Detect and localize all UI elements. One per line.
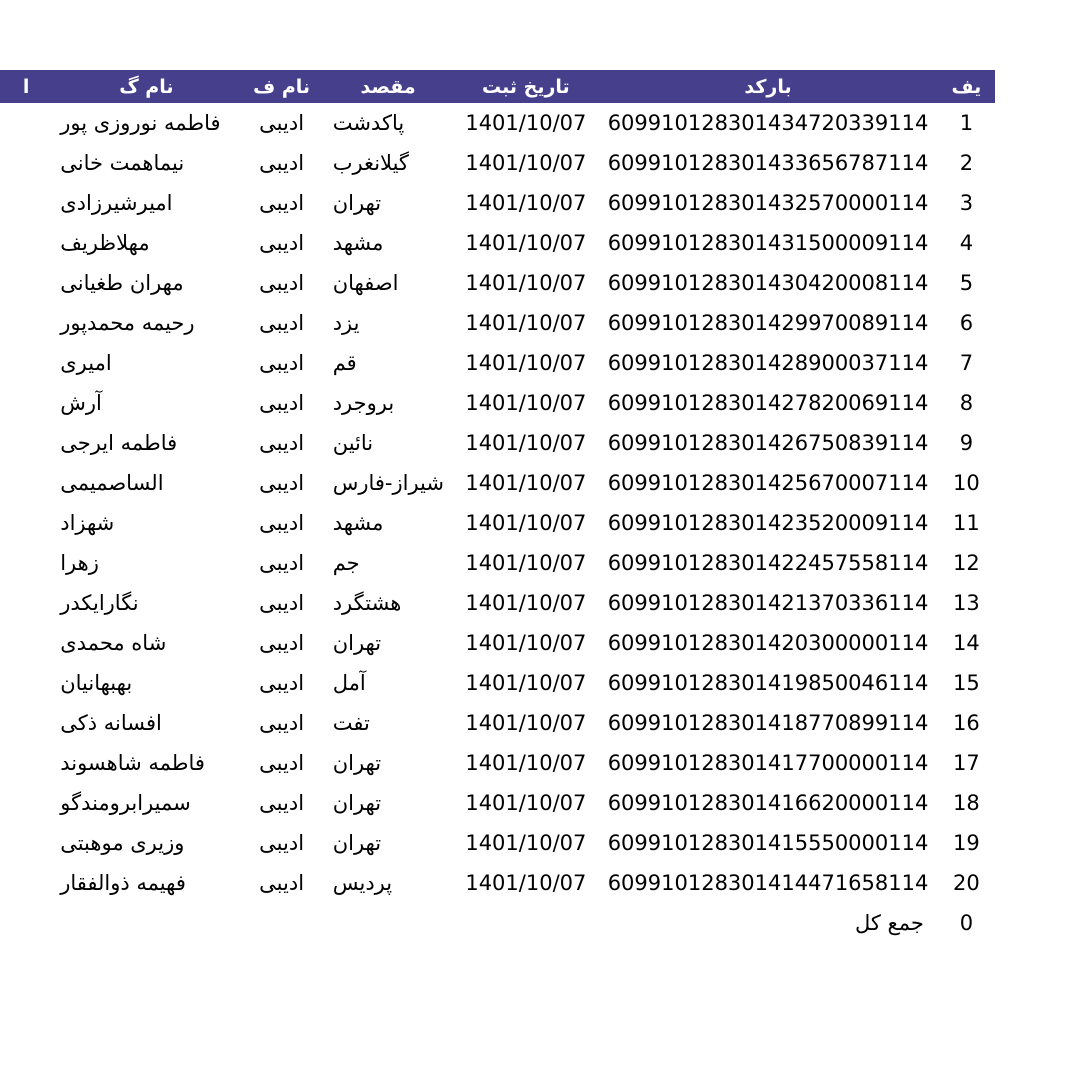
cell-last-name: مهلاظریف <box>60 231 150 255</box>
cell-extra <box>0 863 52 903</box>
cell-barcode: 609910128301426750839114 <box>607 431 929 455</box>
cell-barcode: 609910128301425670007114 <box>607 471 929 495</box>
cell-extra <box>0 303 52 343</box>
cell-first-name: ادیبی <box>259 111 305 135</box>
cell-radif: 11 <box>953 511 980 535</box>
cell-last-name: بهبهانیان <box>60 671 133 695</box>
column-header-destination[interactable]: مقصد <box>360 75 416 98</box>
cell-barcode: 609910128301422457558114 <box>607 551 929 575</box>
cell-barcode: 609910128301427820069114 <box>607 391 929 415</box>
table-row[interactable] <box>0 263 995 303</box>
cell-first-name: ادیبی <box>259 471 305 495</box>
total-filler-cell <box>0 903 52 943</box>
cell-barcode: 609910128301414471658114 <box>607 871 929 895</box>
cell-destination: مشهد <box>332 511 384 535</box>
cell-destination: آمل <box>332 671 366 695</box>
cell-radif: 19 <box>953 831 980 855</box>
cell-destination: تهران <box>332 791 382 815</box>
cell-first-name: ادیبی <box>259 751 305 775</box>
cell-first-name: ادیبی <box>259 591 305 615</box>
table-row[interactable] <box>0 743 995 783</box>
column-header-first-name[interactable]: نام ف <box>253 75 311 98</box>
cell-destination: پردیس <box>332 871 393 895</box>
cell-barcode: 609910128301428900037114 <box>607 351 929 375</box>
cell-last-name: نیماهمت خانی <box>60 151 185 175</box>
cell-barcode: 609910128301416620000114 <box>607 791 929 815</box>
cell-date: 1401/10/07 <box>465 831 587 855</box>
total-filler-cell <box>454 903 599 943</box>
cell-date: 1401/10/07 <box>465 871 587 895</box>
column-header-date[interactable]: تاریخ ثبت <box>482 75 570 98</box>
cell-destination: تفت <box>332 711 370 735</box>
table-row[interactable] <box>0 103 995 143</box>
table-row[interactable] <box>0 663 995 703</box>
cell-last-name: فاطمه شاهسوند <box>60 751 205 775</box>
table-row[interactable] <box>0 383 995 423</box>
table-row[interactable] <box>0 303 995 343</box>
table-row[interactable] <box>0 463 995 503</box>
cell-extra <box>0 383 52 423</box>
cell-last-name: فاطمه ایرجی <box>60 431 178 455</box>
total-filler-cell <box>240 903 322 943</box>
cell-last-name: سمیرابرومندگو <box>60 791 191 815</box>
cell-radif: 2 <box>959 151 974 175</box>
cell-extra <box>0 543 52 583</box>
table-row[interactable] <box>0 143 995 183</box>
cell-date: 1401/10/07 <box>465 391 587 415</box>
table-row[interactable] <box>0 183 995 223</box>
cell-last-name: آرش <box>60 391 102 415</box>
cell-first-name: ادیبی <box>259 791 305 815</box>
cell-last-name: شاه محمدی <box>60 631 167 655</box>
table-row[interactable] <box>0 503 995 543</box>
cell-first-name: ادیبی <box>259 511 305 535</box>
cell-destination: تهران <box>332 631 382 655</box>
cell-extra <box>0 103 52 143</box>
cell-date: 1401/10/07 <box>465 311 587 335</box>
cell-last-name: امیرشیرزادی <box>60 191 173 215</box>
cell-barcode: 609910128301430420008114 <box>607 271 929 295</box>
cell-destination: مشهد <box>332 231 384 255</box>
column-header-last-name[interactable]: نام گ <box>119 75 174 98</box>
cell-extra <box>0 583 52 623</box>
cell-first-name: ادیبی <box>259 231 305 255</box>
cell-destination: پاکدشت <box>332 111 405 135</box>
cell-destination: اصفهان <box>332 271 399 295</box>
table-row[interactable] <box>0 583 995 623</box>
cell-barcode: 609910128301431500009114 <box>607 231 929 255</box>
table-body <box>0 103 995 943</box>
cell-barcode: 609910128301420300000114 <box>607 631 929 655</box>
cell-barcode: 609910128301421370336114 <box>607 591 929 615</box>
cell-first-name: ادیبی <box>259 551 305 575</box>
cell-barcode: 609910128301417700000114 <box>607 751 929 775</box>
cell-destination: بروجرد <box>332 391 395 415</box>
cell-first-name: ادیبی <box>259 311 305 335</box>
cell-radif: 3 <box>959 191 974 215</box>
barcode-report-table <box>0 70 995 943</box>
cell-last-name: وزیری موهبتی <box>60 831 185 855</box>
cell-radif: 1 <box>959 111 974 135</box>
cell-first-name: ادیبی <box>259 711 305 735</box>
cell-last-name: مهران طغیانی <box>60 271 184 295</box>
cell-date: 1401/10/07 <box>465 271 587 295</box>
cell-destination: گیلانغرب <box>332 151 409 175</box>
cell-extra <box>0 183 52 223</box>
cell-date: 1401/10/07 <box>465 751 587 775</box>
cell-destination: شیراز-فارس <box>332 471 444 495</box>
cell-first-name: ادیبی <box>259 271 305 295</box>
cell-extra <box>0 783 52 823</box>
total-label: جمع کل <box>854 911 924 935</box>
cell-extra <box>0 663 52 703</box>
cell-extra <box>0 223 52 263</box>
cell-radif: 4 <box>959 231 974 255</box>
cell-radif: 12 <box>953 551 980 575</box>
cell-extra <box>0 503 52 543</box>
cell-extra <box>0 823 52 863</box>
table-row[interactable] <box>0 543 995 583</box>
column-header-barcode[interactable]: بارکد <box>744 75 792 98</box>
cell-first-name: ادیبی <box>259 431 305 455</box>
cell-radif: 6 <box>959 311 974 335</box>
cell-destination: تهران <box>332 191 382 215</box>
cell-radif: 16 <box>953 711 980 735</box>
total-filler-cell <box>323 903 454 943</box>
cell-radif: 13 <box>953 591 980 615</box>
cell-first-name: ادیبی <box>259 671 305 695</box>
cell-last-name: فهیمه ذوالفقار <box>60 871 186 895</box>
cell-last-name: امیری <box>60 351 112 375</box>
header-row <box>0 70 995 103</box>
cell-date: 1401/10/07 <box>465 191 587 215</box>
cell-radif: 18 <box>953 791 980 815</box>
cell-date: 1401/10/07 <box>465 151 587 175</box>
cell-barcode: 609910128301429970089114 <box>607 311 929 335</box>
cell-extra <box>0 143 52 183</box>
total-filler-cell <box>52 903 240 943</box>
cell-destination: جم <box>332 551 360 575</box>
cell-last-name: زهرا <box>60 551 99 575</box>
cell-first-name: ادیبی <box>259 191 305 215</box>
cell-barcode: 609910128301418770899114 <box>607 711 929 735</box>
cell-date: 1401/10/07 <box>465 711 587 735</box>
table-row[interactable] <box>0 343 995 383</box>
table-row[interactable] <box>0 863 995 903</box>
cell-last-name: رحیمه محمدپور <box>60 311 195 335</box>
cell-date: 1401/10/07 <box>465 591 587 615</box>
cell-extra <box>0 703 52 743</box>
cell-date: 1401/10/07 <box>465 431 587 455</box>
cell-radif: 10 <box>953 471 980 495</box>
cell-destination: هشتگرد <box>332 591 402 615</box>
cell-radif: 15 <box>953 671 980 695</box>
cell-radif: 5 <box>959 271 974 295</box>
cell-extra <box>0 263 52 303</box>
cell-extra <box>0 343 52 383</box>
cell-last-name: نگارایکدر <box>60 591 139 615</box>
cell-last-name: فاطمه نوروزی پور <box>60 111 221 135</box>
table-row[interactable] <box>0 223 995 263</box>
column-header-extra[interactable]: ا <box>22 75 30 98</box>
cell-date: 1401/10/07 <box>465 471 587 495</box>
cell-extra <box>0 463 52 503</box>
cell-barcode: 609910128301423520009114 <box>607 511 929 535</box>
table-row[interactable] <box>0 703 995 743</box>
cell-date: 1401/10/07 <box>465 791 587 815</box>
cell-first-name: ادیبی <box>259 391 305 415</box>
cell-last-name: شهزاد <box>60 511 115 535</box>
cell-barcode: 609910128301433656787114 <box>607 151 929 175</box>
cell-date: 1401/10/07 <box>465 111 587 135</box>
cell-date: 1401/10/07 <box>465 231 587 255</box>
cell-first-name: ادیبی <box>259 831 305 855</box>
cell-first-name: ادیبی <box>259 871 305 895</box>
cell-radif: 20 <box>953 871 980 895</box>
total-row <box>0 903 995 943</box>
cell-first-name: ادیبی <box>259 631 305 655</box>
cell-date: 1401/10/07 <box>465 551 587 575</box>
cell-radif: 17 <box>953 751 980 775</box>
cell-extra <box>0 743 52 783</box>
cell-barcode: 609910128301419850046114 <box>607 671 929 695</box>
cell-radif: 8 <box>959 391 974 415</box>
table-row[interactable] <box>0 423 995 463</box>
cell-destination: تهران <box>332 831 382 855</box>
cell-last-name: الساصمیمی <box>60 471 164 495</box>
cell-date: 1401/10/07 <box>465 671 587 695</box>
total-value: 0 <box>959 911 974 935</box>
cell-destination: تهران <box>332 751 382 775</box>
cell-radif: 9 <box>959 431 974 455</box>
cell-date: 1401/10/07 <box>465 631 587 655</box>
cell-date: 1401/10/07 <box>465 351 587 375</box>
cell-extra <box>0 423 52 463</box>
table-row[interactable] <box>0 823 995 863</box>
cell-radif: 7 <box>959 351 974 375</box>
cell-destination: یزد <box>332 311 360 335</box>
cell-barcode: 609910128301415550000114 <box>607 831 929 855</box>
cell-destination: نائین <box>332 431 374 455</box>
cell-extra <box>0 623 52 663</box>
table-row[interactable] <box>0 783 995 823</box>
column-header-radif[interactable]: یف <box>951 75 982 98</box>
cell-barcode: 609910128301434720339114 <box>607 111 929 135</box>
cell-last-name: افسانه ذکی <box>60 711 162 735</box>
cell-first-name: ادیبی <box>259 351 305 375</box>
table-header <box>0 70 995 103</box>
cell-radif: 14 <box>953 631 980 655</box>
cell-destination: قم <box>332 351 357 375</box>
cell-barcode: 609910128301432570000114 <box>607 191 929 215</box>
cell-first-name: ادیبی <box>259 151 305 175</box>
cell-date: 1401/10/07 <box>465 511 587 535</box>
table-row[interactable] <box>0 623 995 663</box>
